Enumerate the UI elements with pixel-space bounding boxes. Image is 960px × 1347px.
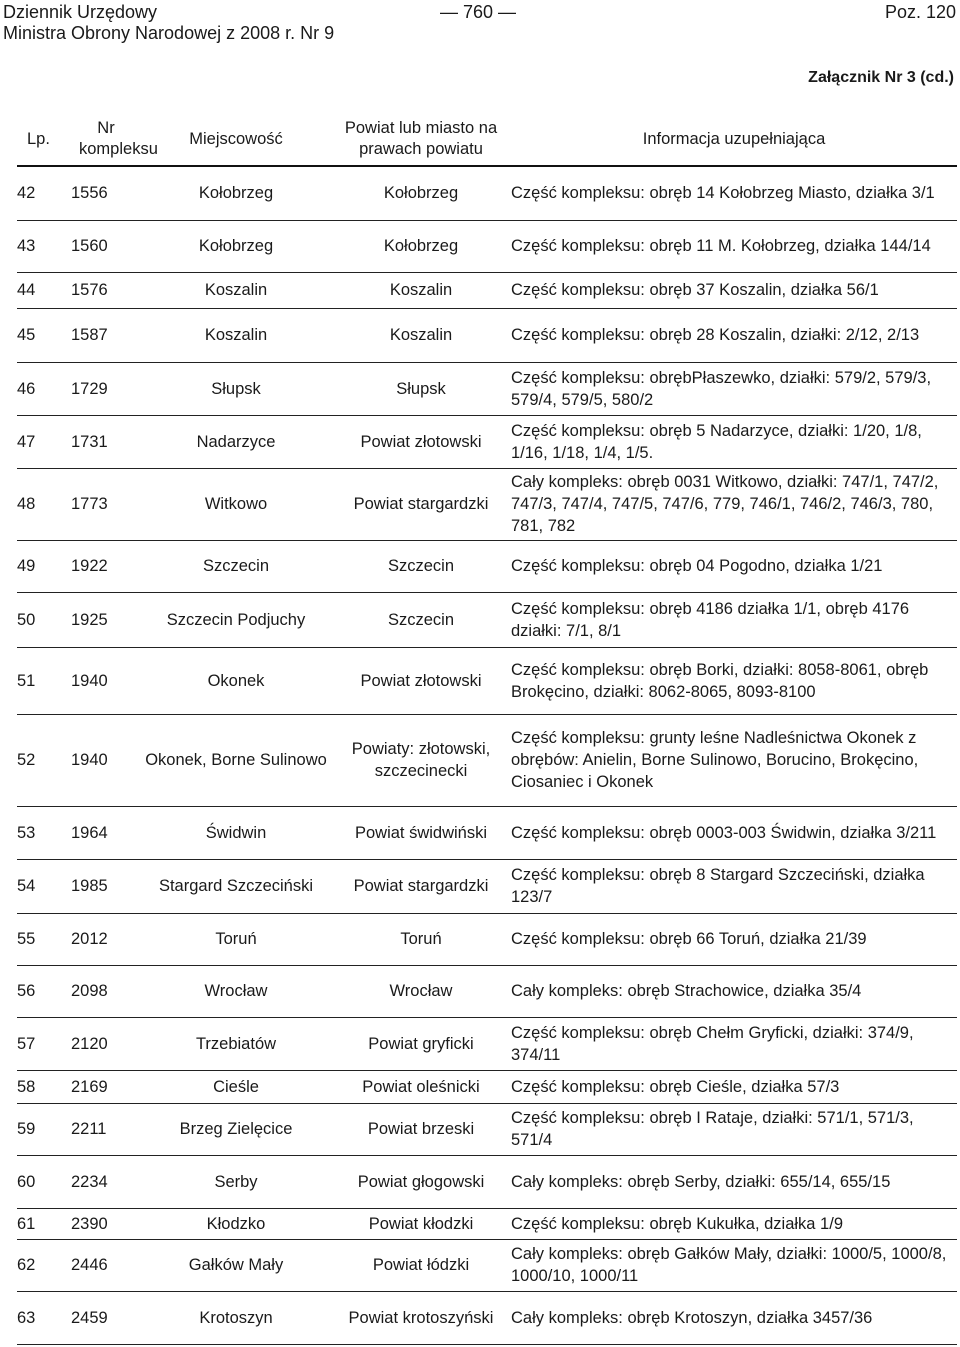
cell-miejscowosc: Koszalin (141, 308, 331, 362)
position-label: Poz. 120 (884, 2, 956, 22)
cell-nr: 1985 (71, 859, 141, 913)
cell-lp: 49 (17, 540, 71, 592)
table-row (17, 592, 957, 647)
cell-powiat: Powiat oleśnicki (331, 1070, 511, 1103)
cell-info: Część kompleksu: obręb 14 Kołobrzeg Miasto, działka 3/1 (511, 166, 957, 220)
table-row (17, 859, 957, 913)
table-row (17, 913, 957, 965)
cell-info: Część kompleksu: obręb 5 Nadarzyce, działki: 1/20, 1/8, 1/16, 1/18, 1/4, 1/5. (511, 415, 957, 468)
cell-nr: 1925 (71, 592, 141, 647)
column-header-miejscowosc: Miejscowość (141, 113, 331, 166)
table-row (17, 1070, 957, 1103)
cell-powiat: Powiat krotoszyński (331, 1291, 511, 1344)
cell-nr: 1556 (71, 166, 141, 220)
cell-miejscowosc: Kołobrzeg (141, 166, 331, 220)
table-row (17, 1208, 957, 1239)
table-row (17, 362, 957, 415)
cell-powiat: Powiaty: złotowski, szczecinecki (331, 714, 511, 806)
table-row (17, 166, 957, 220)
table-row (17, 1239, 957, 1291)
cell-powiat: Powiat łódzki (331, 1239, 511, 1291)
cell-info: Część kompleksu: obręb Kukułka, działka 1/9 (511, 1208, 957, 1239)
cell-lp: 61 (17, 1208, 71, 1239)
ministry-line: Ministra Obrony Narodowej z 2008 r. Nr 9 (3, 23, 335, 43)
cell-info: Część kompleksu: obręb 11 M. Kołobrzeg, działka 144/14 (511, 220, 957, 272)
table-row (17, 1291, 957, 1344)
cell-nr: 1773 (71, 468, 141, 540)
cell-miejscowosc: Koszalin (141, 272, 331, 308)
table-row (17, 1155, 957, 1208)
cell-powiat: Szczecin (331, 540, 511, 592)
table-row (17, 965, 957, 1017)
cell-lp: 59 (17, 1103, 71, 1155)
cell-miejscowosc: Świdwin (141, 806, 331, 859)
table-row (17, 220, 957, 272)
cell-powiat: Koszalin (331, 308, 511, 362)
cell-nr: 2098 (71, 965, 141, 1017)
cell-info: Część kompleksu: obręb 04 Pogodno, działka 1/21 (511, 540, 957, 592)
cell-powiat: Wrocław (331, 965, 511, 1017)
cell-powiat: Kołobrzeg (331, 166, 511, 220)
table-row (17, 308, 957, 362)
cell-nr: 1560 (71, 220, 141, 272)
cell-info: Część kompleksu: obręb 66 Toruń, działka 21/39 (511, 913, 957, 965)
cell-lp: 52 (17, 714, 71, 806)
cell-miejscowosc: Słupsk (141, 362, 331, 415)
cell-miejscowosc: Witkowo (141, 468, 331, 540)
cell-lp: 53 (17, 806, 71, 859)
cell-lp: 55 (17, 913, 71, 965)
cell-miejscowosc: Gałków Mały (141, 1239, 331, 1291)
cell-lp: 54 (17, 859, 71, 913)
table-row (17, 415, 957, 468)
cell-info: Cały kompleks: obręb Gałków Mały, działki: 1000/5, 1000/8, 1000/10, 1000/11 (511, 1239, 957, 1291)
cell-lp: 57 (17, 1017, 71, 1070)
cell-miejscowosc: Okonek, Borne Sulinowo (141, 714, 331, 806)
attachment-label: Załącznik Nr 3 (cd.) (808, 69, 954, 86)
cell-info: Część kompleksu: obręb 4186 działka 1/1, obręb 4176 działki: 7/1, 8/1 (511, 592, 957, 647)
cell-info: Cały kompleks: obręb 0031 Witkowo, działki: 747/1, 747/2, 747/3, 747/4, 747/5, 747/6, 779, 746/1, 746/2, 746/3, 780, 781, 782 (511, 468, 957, 540)
column-header-powiat: Powiat lub miasto na prawach powiatu (331, 113, 511, 166)
cell-lp: 51 (17, 647, 71, 714)
table-body (17, 166, 957, 1344)
cell-miejscowosc: Krotoszyn (141, 1291, 331, 1344)
cell-powiat: Szczecin (331, 592, 511, 647)
cell-lp: 47 (17, 415, 71, 468)
cell-powiat: Powiat stargardzki (331, 859, 511, 913)
cell-miejscowosc: Okonek (141, 647, 331, 714)
cell-nr: 1922 (71, 540, 141, 592)
cell-lp: 46 (17, 362, 71, 415)
table-row (17, 714, 957, 806)
column-header-lp: Lp. (17, 113, 71, 166)
cell-miejscowosc: Toruń (141, 913, 331, 965)
cell-info: Cały kompleks: obręb Serby, działki: 655/14, 655/15 (511, 1155, 957, 1208)
cell-nr: 2446 (71, 1239, 141, 1291)
cell-lp: 60 (17, 1155, 71, 1208)
cell-powiat: Powiat świdwiński (331, 806, 511, 859)
cell-lp: 42 (17, 166, 71, 220)
cell-nr: 1576 (71, 272, 141, 308)
table-row (17, 1103, 957, 1155)
cell-nr: 2234 (71, 1155, 141, 1208)
cell-nr: 1940 (71, 714, 141, 806)
cell-powiat: Powiat złotowski (331, 415, 511, 468)
cell-lp: 50 (17, 592, 71, 647)
cell-miejscowosc: Stargard Szczeciński (141, 859, 331, 913)
page-number: — 760 — (440, 2, 517, 22)
cell-info: Część kompleksu: obręb 37 Koszalin, działka 56/1 (511, 272, 957, 308)
cell-powiat: Toruń (331, 913, 511, 965)
table-row (17, 1017, 957, 1070)
cell-info: Cały kompleks: obręb Strachowice, działka 35/4 (511, 965, 957, 1017)
cell-nr: 2211 (71, 1103, 141, 1155)
column-header-nr: Nr kompleksu (71, 113, 141, 166)
cell-nr: 1729 (71, 362, 141, 415)
header-left (3, 2, 334, 44)
cell-powiat: Powiat stargardzki (331, 468, 511, 540)
cell-nr: 2459 (71, 1291, 141, 1344)
cell-info: Część kompleksu: obręb Cieśle, działka 57/3 (511, 1070, 957, 1103)
cell-miejscowosc: Kłodzko (141, 1208, 331, 1239)
cell-nr: 1940 (71, 647, 141, 714)
cell-powiat: Powiat gryficki (331, 1017, 511, 1070)
cell-info: Część kompleksu: obręb I Rataje, działki: 571/1, 571/3, 571/4 (511, 1103, 957, 1155)
cell-nr: 1964 (71, 806, 141, 859)
cell-lp: 56 (17, 965, 71, 1017)
cell-info: Część kompleksu: obręb Chełm Gryficki, działki: 374/9, 374/11 (511, 1017, 957, 1070)
table-row (17, 540, 957, 592)
cell-nr: 2169 (71, 1070, 141, 1103)
cell-nr: 1587 (71, 308, 141, 362)
cell-powiat: Powiat brzeski (331, 1103, 511, 1155)
cell-info: Część kompleksu: grunty leśne Nadleśnictwa Okonek z obrębów: Anielin, Borne Sulinowo, Borucino, Brokęcino, Ciosaniec i Okonek (511, 714, 957, 806)
table-row (17, 647, 957, 714)
cell-miejscowosc: Szczecin (141, 540, 331, 592)
cell-info: Część kompleksu: obręb Borki, działki: 8058-8061, obręb Brokęcino, działki: 8062-8065, 8093-8100 (511, 647, 957, 714)
cell-nr: 2390 (71, 1208, 141, 1239)
cell-powiat: Kołobrzeg (331, 220, 511, 272)
cell-lp: 48 (17, 468, 71, 540)
cell-info: Cały kompleks: obręb Krotoszyn, działka 3457/36 (511, 1291, 957, 1344)
journal-title: Dziennik Urzędowy (3, 2, 158, 22)
cell-lp: 58 (17, 1070, 71, 1103)
cell-powiat: Powiat głogowski (331, 1155, 511, 1208)
cell-lp: 43 (17, 220, 71, 272)
cell-miejscowosc: Szczecin Podjuchy (141, 592, 331, 647)
cell-lp: 62 (17, 1239, 71, 1291)
cell-miejscowosc: Nadarzyce (141, 415, 331, 468)
cell-miejscowosc: Kołobrzeg (141, 220, 331, 272)
cell-info: Część kompleksu: obręb 0003-003 Świdwin, działka 3/211 (511, 806, 957, 859)
cell-nr: 1731 (71, 415, 141, 468)
table-row (17, 272, 957, 308)
cell-info: Część kompleksu: obręb 8 Stargard Szczeciński, działka 123/7 (511, 859, 957, 913)
table-row (17, 806, 957, 859)
cell-miejscowosc: Brzeg Zielęcice (141, 1103, 331, 1155)
cell-miejscowosc: Cieśle (141, 1070, 331, 1103)
register-table (17, 113, 957, 1345)
table-header-row (17, 113, 957, 166)
table-row (17, 468, 957, 540)
cell-miejscowosc: Serby (141, 1155, 331, 1208)
cell-miejscowosc: Wrocław (141, 965, 331, 1017)
cell-info: Część kompleksu: obrębPłaszewko, działki: 579/2, 579/3, 579/4, 579/5, 580/2 (511, 362, 957, 415)
cell-miejscowosc: Trzebiatów (141, 1017, 331, 1070)
column-header-info: Informacja uzupełniająca (511, 113, 957, 166)
cell-powiat: Powiat złotowski (331, 647, 511, 714)
cell-nr: 2120 (71, 1017, 141, 1070)
cell-info: Część kompleksu: obręb 28 Koszalin, działki: 2/12, 2/13 (511, 308, 957, 362)
cell-lp: 63 (17, 1291, 71, 1344)
cell-nr: 2012 (71, 913, 141, 965)
cell-powiat: Koszalin (331, 272, 511, 308)
cell-powiat: Słupsk (331, 362, 511, 415)
cell-powiat: Powiat kłodzki (331, 1208, 511, 1239)
cell-lp: 45 (17, 308, 71, 362)
cell-lp: 44 (17, 272, 71, 308)
